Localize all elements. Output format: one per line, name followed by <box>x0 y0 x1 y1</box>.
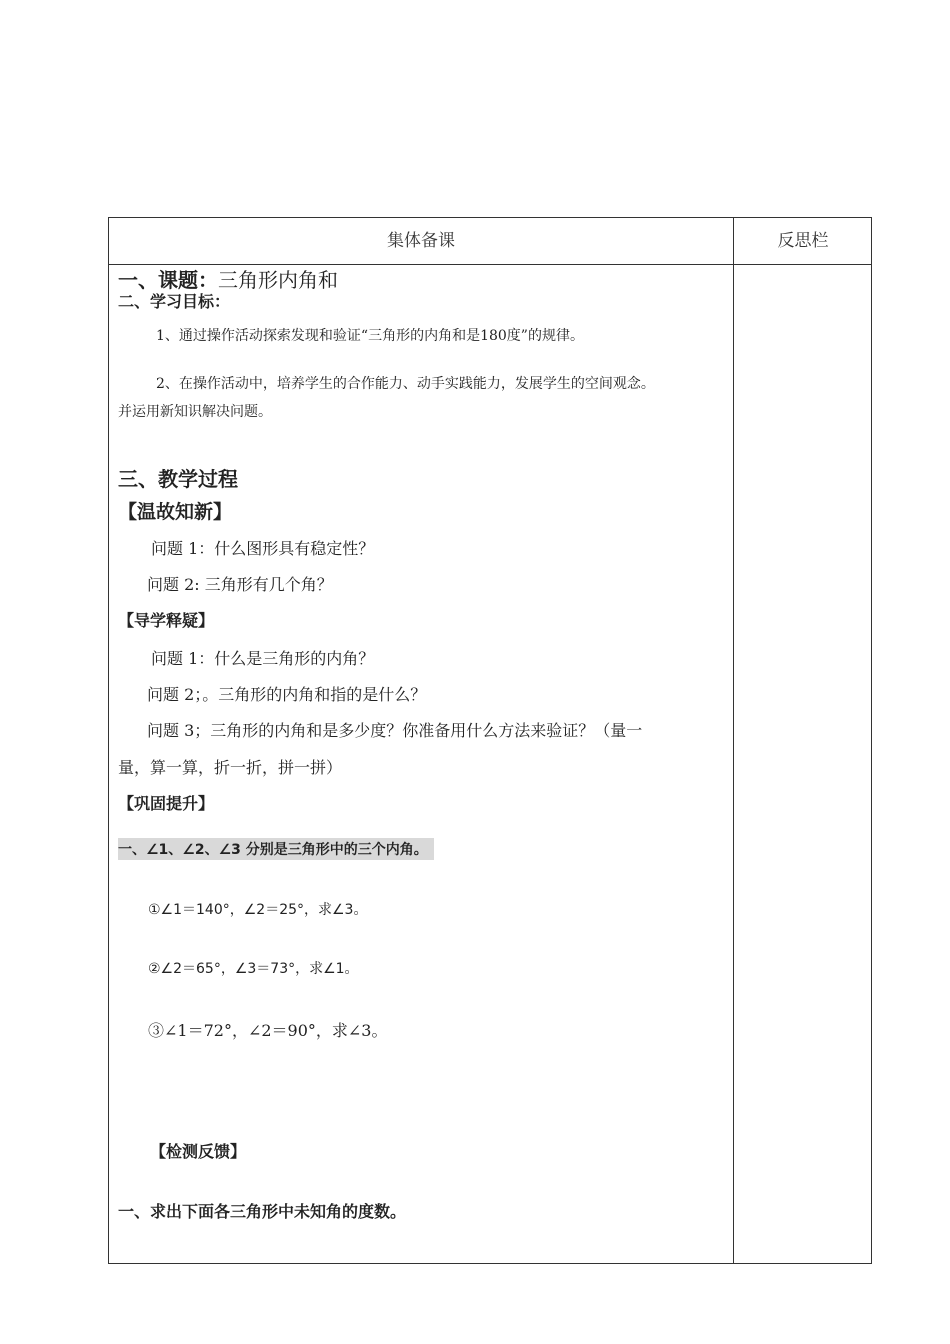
consolidate-item-2: ②∠2＝65°，∠3＝73°，求∠1。 <box>148 961 359 977</box>
guide-question-1: 问题 1：什么是三角形的内角？ <box>151 649 375 668</box>
header-reflection-column: 反思栏 <box>777 231 829 251</box>
guide-question-2: 问题 2；。三角形的内角和指的是什么？ <box>147 685 427 704</box>
goal-1: 1、通过操作活动探索发现和验证“三角形的内角和是180度”的规律。 <box>156 328 584 344</box>
feedback-task: 一、求出下面各三角形中未知角的度数。 <box>118 1202 407 1221</box>
header-collective-lesson-prep: 集体备课 <box>387 231 455 251</box>
guide-question-3-line-2: 量，算一算，折一折，拼一拼） <box>118 758 343 777</box>
consolidate-heading: 【巩固提升】 <box>118 794 215 813</box>
review-question-2: 问题 2: 三角形有几个角？ <box>147 575 333 594</box>
guide-question-3-line-1: 问题 3；三角形的内角和是多少度？你准备用什么方法来验证？（量一 <box>147 721 643 740</box>
review-heading: 【温故知新】 <box>118 501 233 523</box>
consolidate-task: 一、∠1、∠2、∠3 分别是三角形中的三个内角。 <box>118 838 434 860</box>
lesson-title-text: 三角形内角和 <box>218 268 338 292</box>
process-heading: 三、教学过程 <box>118 467 238 491</box>
column-divider <box>733 218 734 1263</box>
feedback-heading: 【检测反馈】 <box>150 1142 247 1161</box>
guide-heading: 【导学释疑】 <box>118 611 215 630</box>
goal-2-line-2: 并运用新知识解决问题。 <box>118 404 272 420</box>
goals-heading: 二、学习目标： <box>118 292 231 311</box>
consolidate-item-3: ③∠1＝72°，∠2＝90°，求∠3。 <box>148 1021 388 1040</box>
consolidate-item-1: ①∠1＝140°，∠2＝25°，求∠3。 <box>148 902 368 918</box>
goal-2-line-1: 2、在操作活动中，培养学生的合作能力、动手实践能力，发展学生的空间观念。 <box>156 376 655 392</box>
lesson-title-prefix: 一、课题： <box>118 268 218 292</box>
review-question-1: 问题 1：什么图形具有稳定性？ <box>151 539 375 558</box>
